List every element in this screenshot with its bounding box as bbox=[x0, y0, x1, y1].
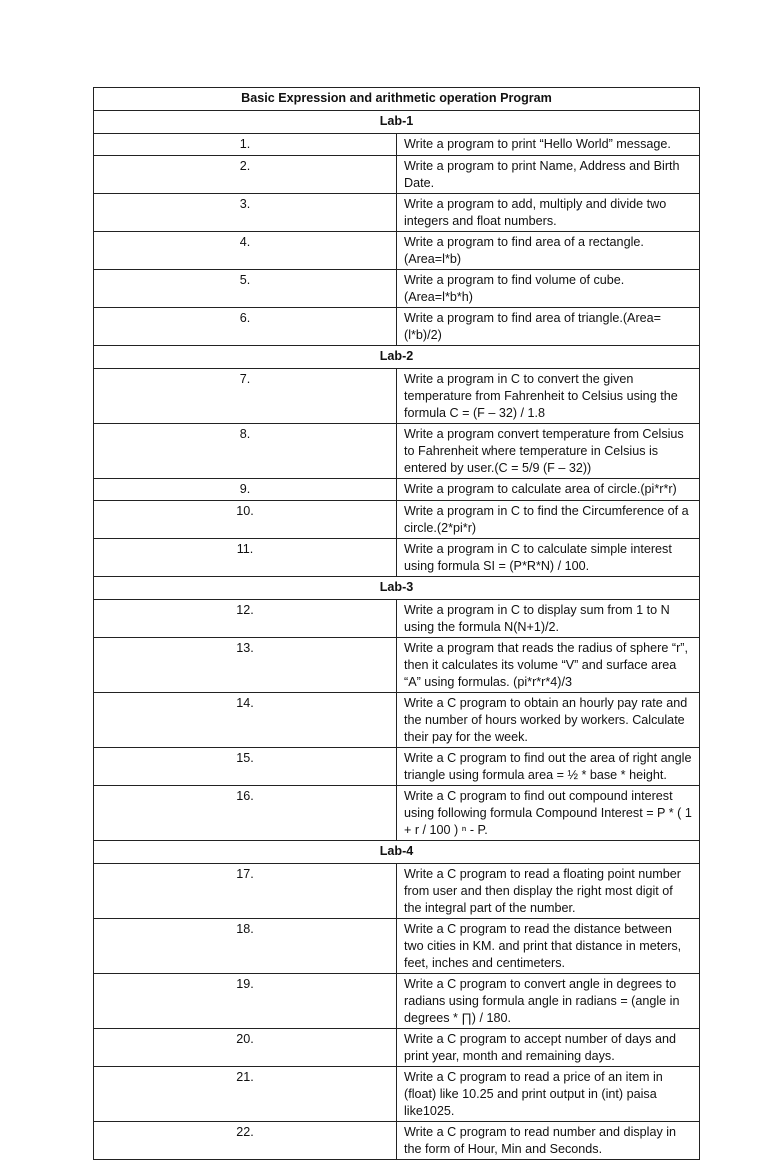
lab-header-row bbox=[94, 346, 700, 369]
item-text: Write a program to print Name, Address and Birth Date. bbox=[397, 156, 700, 194]
item-number: 6. bbox=[94, 308, 397, 346]
table-row bbox=[94, 864, 700, 919]
table-row bbox=[94, 1029, 700, 1067]
table-row bbox=[94, 501, 700, 539]
item-text: Write a program to find area of a rectangle.(Area=l*b) bbox=[397, 232, 700, 270]
table-row bbox=[94, 194, 700, 232]
item-number: 5. bbox=[94, 270, 397, 308]
item-number: 7. bbox=[94, 369, 397, 424]
item-number: 12. bbox=[94, 600, 397, 638]
table-row bbox=[94, 600, 700, 638]
item-number: 9. bbox=[94, 479, 397, 501]
table-row bbox=[94, 1067, 700, 1122]
table-row bbox=[94, 539, 700, 577]
item-number: 4. bbox=[94, 232, 397, 270]
table-row bbox=[94, 479, 700, 501]
table-row bbox=[94, 748, 700, 786]
item-number: 8. bbox=[94, 424, 397, 479]
item-text: Write a C program to find out compound interest using following formula Compound Interest = P * ( 1 + r / 100 ) ⁿ - P. bbox=[397, 786, 700, 841]
item-text: Write a C program to obtain an hourly pay rate and the number of hours worked by workers. Calculate their pay for the week. bbox=[397, 693, 700, 748]
table-row bbox=[94, 369, 700, 424]
item-text: Write a program to find volume of cube.(Area=l*b*h) bbox=[397, 270, 700, 308]
table-row bbox=[94, 974, 700, 1029]
lab-program-table bbox=[93, 87, 700, 1160]
table-row bbox=[94, 1122, 700, 1160]
item-text: Write a C program to read a price of an item in (float) like 10.25 and print output in (int) paisa like1025. bbox=[397, 1067, 700, 1122]
table-row bbox=[94, 638, 700, 693]
item-number: 20. bbox=[94, 1029, 397, 1067]
item-text: Write a program in C to convert the given temperature from Fahrenheit to Celsius using the formula C = (F – 32) / 1.8 bbox=[397, 369, 700, 424]
item-text: Write a C program to find out the area of right angle triangle using formula area = ½ * base * height. bbox=[397, 748, 700, 786]
table-row bbox=[94, 156, 700, 194]
item-text: Write a C program to read a floating point number from user and then display the right most digit of the integral part of the number. bbox=[397, 864, 700, 919]
item-text: Write a C program to accept number of days and print year, month and remaining days. bbox=[397, 1029, 700, 1067]
item-number: 1. bbox=[94, 134, 397, 156]
item-text: Write a program to add, multiply and divide two integers and float numbers. bbox=[397, 194, 700, 232]
lab-heading: Lab-1 bbox=[94, 111, 700, 134]
item-number: 14. bbox=[94, 693, 397, 748]
item-text: Write a program to print “Hello World” message. bbox=[397, 134, 700, 156]
document-title: Basic Expression and arithmetic operation Program bbox=[94, 88, 700, 111]
table-row bbox=[94, 919, 700, 974]
item-number: 17. bbox=[94, 864, 397, 919]
item-text: Write a program that reads the radius of sphere “r”, then it calculates its volume “V” and surface area “A” using formulas. (pi*r*r*4)/3 bbox=[397, 638, 700, 693]
lab-heading: Lab-4 bbox=[94, 841, 700, 864]
table-title-row bbox=[94, 88, 700, 111]
lab-sheet bbox=[93, 87, 700, 1160]
table-row bbox=[94, 308, 700, 346]
table-row bbox=[94, 134, 700, 156]
table-row bbox=[94, 270, 700, 308]
item-number: 15. bbox=[94, 748, 397, 786]
item-text: Write a C program to read number and display in the form of Hour, Min and Seconds. bbox=[397, 1122, 700, 1160]
item-text: Write a C program to read the distance between two cities in KM. and print that distance in meters, feet, inches and centimeters. bbox=[397, 919, 700, 974]
table-row bbox=[94, 232, 700, 270]
item-text: Write a program to calculate area of circle.(pi*r*r) bbox=[397, 479, 700, 501]
table-row bbox=[94, 786, 700, 841]
lab-heading: Lab-3 bbox=[94, 577, 700, 600]
item-text: Write a C program to convert angle in degrees to radians using formula angle in radians = (angle in degrees * ∏) / 180. bbox=[397, 974, 700, 1029]
item-text: Write a program in C to display sum from 1 to N using the formula N(N+1)/2. bbox=[397, 600, 700, 638]
lab-header-row bbox=[94, 577, 700, 600]
item-number: 3. bbox=[94, 194, 397, 232]
item-number: 13. bbox=[94, 638, 397, 693]
item-number: 22. bbox=[94, 1122, 397, 1160]
item-number: 10. bbox=[94, 501, 397, 539]
item-number: 16. bbox=[94, 786, 397, 841]
item-number: 18. bbox=[94, 919, 397, 974]
item-number: 19. bbox=[94, 974, 397, 1029]
item-text: Write a program convert temperature from Celsius to Fahrenheit where temperature in Celsius is entered by user.(C = 5/9 (F – 32)) bbox=[397, 424, 700, 479]
lab-header-row bbox=[94, 111, 700, 134]
lab-heading: Lab-2 bbox=[94, 346, 700, 369]
table-row bbox=[94, 424, 700, 479]
item-text: Write a program in C to calculate simple interest using formula SI = (P*R*N) / 100. bbox=[397, 539, 700, 577]
item-text: Write a program in C to find the Circumference of a circle.(2*pi*r) bbox=[397, 501, 700, 539]
item-number: 11. bbox=[94, 539, 397, 577]
item-text: Write a program to find area of triangle.(Area=(l*b)/2) bbox=[397, 308, 700, 346]
lab-header-row bbox=[94, 841, 700, 864]
item-number: 2. bbox=[94, 156, 397, 194]
table-row bbox=[94, 693, 700, 748]
item-number: 21. bbox=[94, 1067, 397, 1122]
